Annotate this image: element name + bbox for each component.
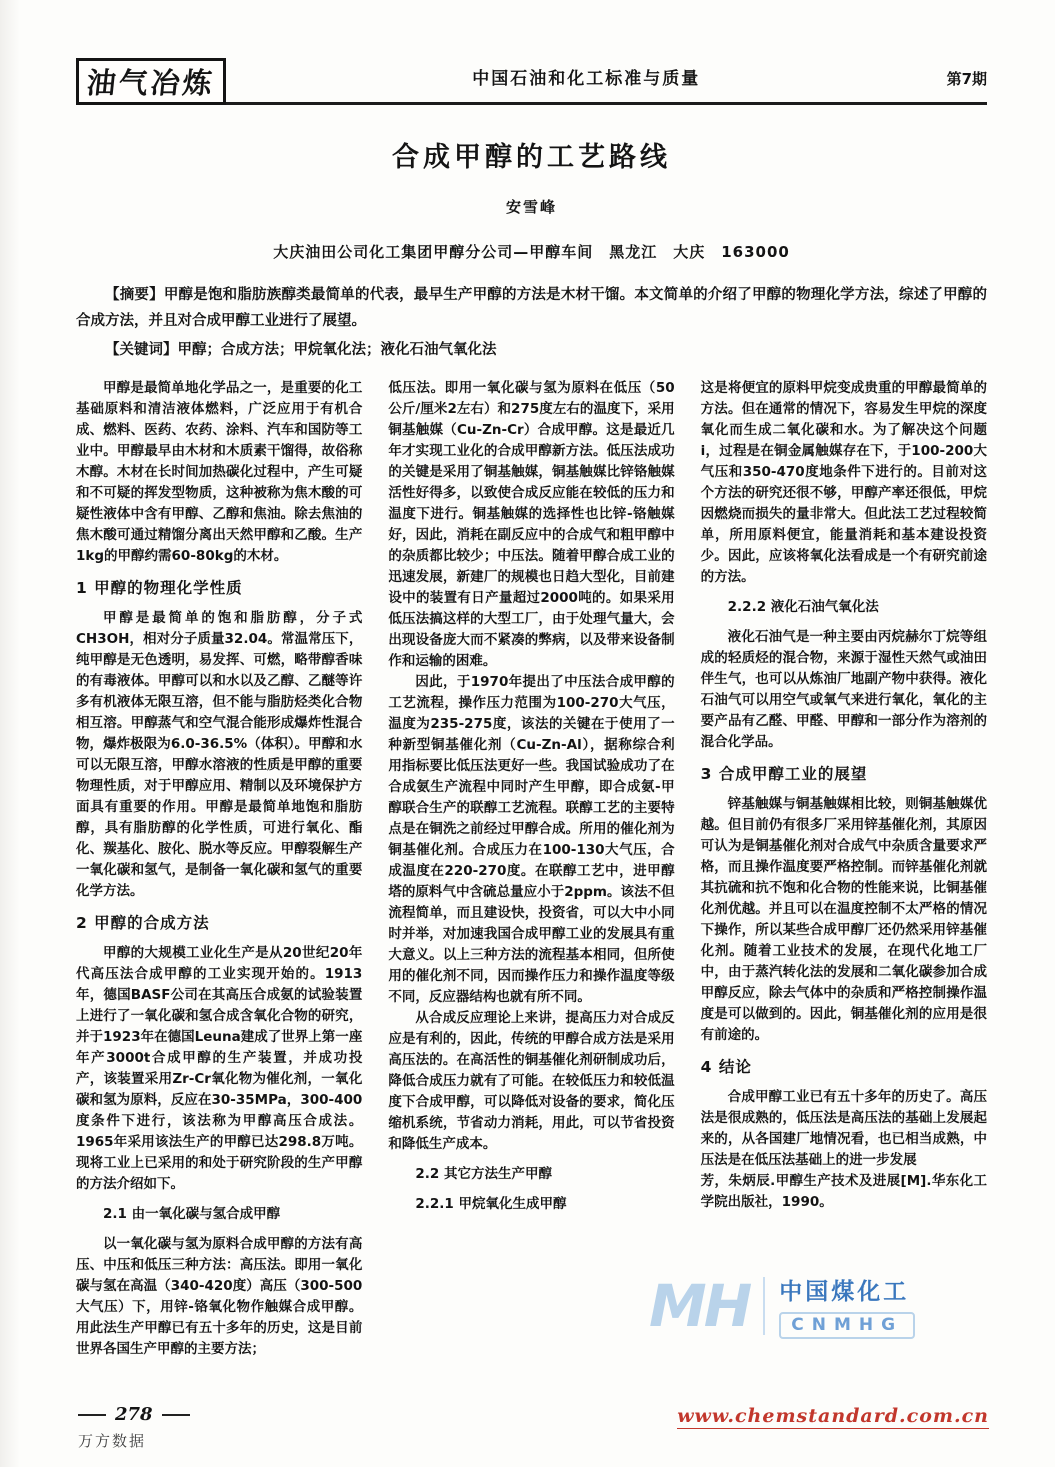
page-number-value: 278 [115,1404,153,1425]
paragraph-reaction-theory: 从合成反应理论上来讲，提高压力对合成反应是有利的，因此，传统的甲醇合成方法是采用高压法的。在高活性的铜基催化剂研制成功后，降低合成压力就有了可能。在较低压力和较低温度下合成甲醇，可以降低对设备的要求，简化压缩机系统，节省动力消耗，用此，可以节省投资和降低生产成本。 [388,1010,675,1152]
article-author: 安雪峰 [505,198,557,216]
section-heading-2-1: 2.1 由一氧化碳与氢合成甲醇 [103,1206,281,1222]
abstract [76,282,987,334]
abstract-text: 甲醇是饱和脂肪族醇类最简单的代表，最早生产甲醇的方法是木材干馏。本文简单的介绍了甲醇的物理化学方法，综述了甲醇的合成方法，并且对合成甲醇工业进行了展望。 [76,287,988,329]
cnmhg-logo-icon: MH [649,1272,750,1340]
column-2 [388,378,674,1360]
paragraph-properties: 甲醇是最简单的饱和脂肪醇，分子式CH3OH，相对分子质量32.04。常温常压下，纯甲醇是无色透明，易发挥、可燃，略带醇香味的有毒液体。甲醇可以和水以及乙醇、乙醚等许多有机液体无限互溶，但不能与脂肪烃类化合物相互溶。甲醇蒸气和空气混合能形成爆炸性混合物，爆炸极限为6.0-36.5%（体积）。甲醇和水可以无限互溶，甲醇水溶液的性质是甲醇的重要物理性质，对于甲醇应用、精制以及环境保护方面具有重要的作用。甲醇是最简单地饱和脂肪醇，具有脂肪醇的化学性质，可进行氧化、酯化、羰基化、胺化、脱水等反应。甲醇裂解生产一氧化碳和氢气，是制备一氧化碳和氢气的重要化学方法。 [76,610,363,899]
keywords [76,337,987,363]
cnmhg-watermark [639,1265,995,1347]
watermark-cn-label: 中国煤化工 [779,1279,910,1305]
page-number-dash-left [78,1414,106,1416]
paragraph-low-pressure: 低压法。即用一氧化碳与氢为原料在低压（50公斤/厘米2左右）和275度左右的温度下，采用铜基触媒（Cu-Zn-Cr）合成甲醇。这是最近几年才实现工业化的合成甲醇新方法。低压法成功的关键是采用了铜基触媒，铜基触媒比锌铬触媒活性好得多，以致使合成反应能在较低的压力和温度下进行。铜基触媒的选择性也比锌-铬触媒好，因此，消耗在副反应中的合成气和粗甲醇中的杂质都比较少；中压法。随着甲醇合成工业的迅速发展，新建厂的规模也日趋大型化，目前建设中的装置有日产量超过2000吨的。如果采用低压法搞这样的大型工厂，由于处理气量大，会出现设备庞大而不紧凑的弊病，以及带来设备制作和运输的困难。 [388,380,675,669]
abstract-label: 【摘要】 [105,287,164,303]
section-heading-3: 3 合成甲醇工业的展望 [700,765,868,783]
issue-number: 第7期 [946,70,987,88]
keywords-label: 【关键词】 [105,342,178,358]
watermark-en-label: CNMHG [779,1312,915,1339]
section-heading-1: 1 甲醇的物理化学性质 [76,579,243,597]
journal-name: 中国石油和化工标准与质量 [472,69,701,89]
paragraph-conclusion: 合成甲醇工业已有五十多年的历史了。高压法是很成熟的，低压法是高压法的基础上发展起来的，从各国建厂地情况看，也已相当成熟，中压法是在低压法基础上的进一步发展 [700,1089,987,1168]
section-heading-2: 2 甲醇的合成方法 [76,914,210,932]
paragraph-synthesis-history: 甲醇的大规模工业化生产是从20世纪20年代高压法合成甲醇的工业实现开始的。1913年，德国BASF公司在其高压合成氨的试验装置上进行了一氧化碳和氢合成含氧化合物的研究，并于1923年在德国Leuna建成了世界上第一座年产3000t合成甲醇的生产装置，并成功投产，该装置采用Zr-Cr氧化物为催化剂，一氧化碳和氢为原料，反应在30-35MPa，300-400度条件下进行，该法称为甲醇高压合成法。1965年采用该法生产的甲醇已达298.8万吨。现将工业上已采用的和处于研究阶段的生产甲醇的方法介绍如下。 [76,945,363,1192]
watermark-text-block [779,1273,915,1339]
column-1 [76,378,362,1360]
wanfang-data-label: 万方数据 [78,1432,147,1450]
paragraph-methane-oxidation: 这是将便宜的原料甲烷变成贵重的甲醇最简单的方法。但在通常的情况下，容易发生甲烷的深度氧化而生成二氧化碳和水。为了解决这个问题i，过程是在铜金属触媒存在下，于100-200大气压和350-470度地条件下进行的。目前对这个方法的研究还很不够，甲醇产率还很低，甲烷因燃烧而损失的量非常大。但此法工艺过程较简单，所用原料便宜，能量消耗和基本建设投资少。因此，应该将氧化法看成是一个有研究前途的方法。 [700,380,987,585]
section-heading-2-2: 2.2 其它方法生产甲醇 [415,1166,552,1182]
paragraph-outlook: 锌基触媒与铜基触媒相比较，则铜基触媒优越。但目前仍有很多厂采用锌基催化剂，其原因可认为是铜基催化剂对合成气中杂质含量要求严格，而且操作温度要严格控制。而锌基催化剂就其抗硫和抗不饱和化合物的性能来说，比铜基催化剂优越。并且可以在温度控制不太严格的情况下操作，所以某些合成甲醇厂还仍然采用锌基催化剂。随着工业技术的发展，在现代化地工厂中，由于蒸汽转化法的发展和二氧化碳参加合成甲醇反应，除去气体中的杂质和严格控制操作温度是可以做到的。因此，铜基催化剂的应用是很有前途的。 [700,796,987,1043]
section-heading-2-2-2: 2.2.2 液化石油气氧化法 [727,599,879,615]
section-heading-4: 4 结论 [700,1058,752,1076]
journal-logo [76,58,226,105]
column-3 [701,378,987,1360]
journal-logo-text: 油气冶炼 [85,66,217,100]
page-number-dash-right [162,1414,190,1416]
page-number [78,1404,190,1425]
paragraph-mid-pressure: 因此，于1970年提出了中压法合成甲醇的工艺流程，操作压力范围为100-270大气压，温度为235-275度，该法的关键在于使用了一种新型铜基催化剂（Cu-Zn-Al），据称综合利用指标要比低压法更好一些。我国试验成功了在合成氨生产流程中同时产生甲醇，即合成氨-甲醇联合生产的联醇工艺流程。联醇工艺的主要特点是在铜洗之前经过甲醇合成。所用的催化剂为铜基催化剂。合成压力在100-130大气压，合成温度在220-270度。在联醇工艺中，进甲醇塔的原料气中含硫总量应小于2ppm。该法不但流程简单，而且建设快，投资省，可以大中小同时并举，对加速我国合成甲醇工业的发展具有重大意义。以上三种方法的流程基本相同，但所使用的催化剂不同，因而操作压力和操作温度等级不同，反应器结构也就有所不同。 [388,674,675,1005]
watermark-divider [763,1277,765,1335]
journal-url: www.chemstandard.com.cn [677,1405,989,1427]
section-heading-2-2-1: 2.2.1 甲烷氧化生成甲醇 [415,1196,567,1212]
journal-header [76,58,987,105]
paragraph-reference: 芳，朱炳辰.甲醇生产技术及进展[M].华东化工学院出版社，1990。 [700,1173,987,1210]
paragraph-co-h2-methods: 以一氧化碳与氢为原料合成甲醇的方法有高压、中压和低压三种方法：高压法。即用一氧化碳与氢在高温（340-420度）高压（300-500大气压）下，用锌-铬氧化物作触媒合成甲醇。用此法生产甲醇已有五十多年的历史，这是目前世界各国生产甲醇的主要方法； [76,1236,363,1357]
article-title: 合成甲醇的工艺路线 [392,142,671,173]
keywords-text: 甲醇；合成方法；甲烷氧化法；液化石油气氧化法 [177,342,497,358]
article-affiliation: 大庆油田公司化工集团甲醇分公司—甲醇车间 黑龙江 大庆 163000 [273,243,790,261]
body-columns [76,378,987,1360]
paragraph-lpg-oxidation: 液化石油气是一种主要由丙烷赫尔丁烷等组成的轻质烃的混合物，来源于湿性天然气或油田伴生气，也可以从炼油厂地副产物中获得。液化石油气可以用空气或氧气来进行氧化，氧化的主要产品有乙醛、甲醛、甲醇和一部分作为溶剂的混合化学品。 [700,629,987,750]
paragraph-intro: 甲醇是最简单地化学品之一，是重要的化工基础原料和清洁液体燃料，广泛应用于有机合成、燃料、医药、农药、涂料、汽车和国防等工业中。甲醇最早由木材和木质素干馏得，故俗称木醇。木材在长时间加热碳化过程中，产生可疑和不可疑的挥发型物质，这种被称为焦木酸的可疑性液体中含有甲醇、乙醇和焦油。除去焦油的焦木酸可通过精馏分离出天然甲醇和乙酸。生产1kg的甲醇约需60-80kg的木材。 [76,380,363,564]
